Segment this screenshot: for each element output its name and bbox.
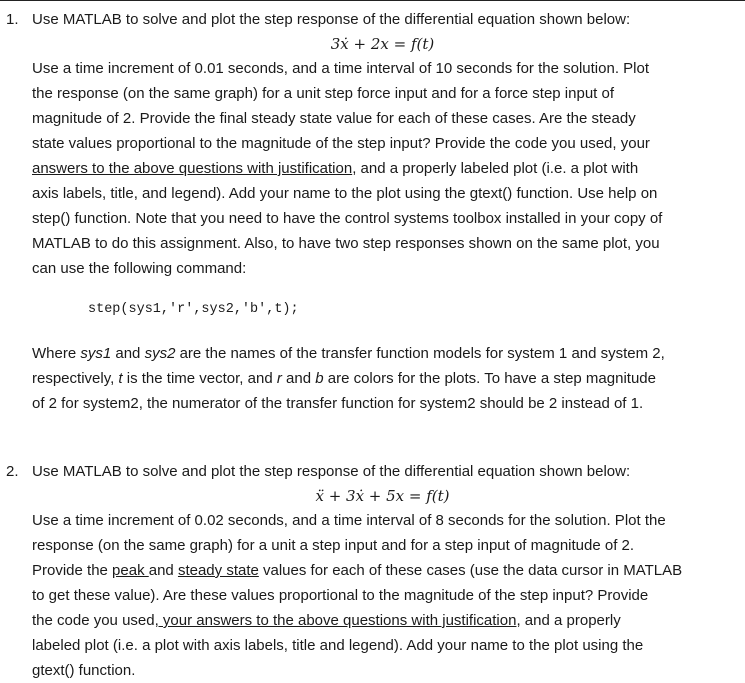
underlined-text: steady state	[177, 562, 259, 579]
text-line: labeled plot (i.e. a plot with axis labels, title and legend). Add your name to the plot using the	[32, 637, 644, 654]
differential-equation: ẍ + 3ẋ + 5x = f(t)	[315, 487, 450, 505]
text-line: state values proportional to the magnitude of the step input? Provide the code you used, your	[32, 135, 650, 152]
underlined-text: answers to the above questions with justification	[32, 160, 353, 177]
text-line: Use a time increment of 0.01 seconds, and a time interval of 10 seconds for the solution. Plot	[32, 60, 649, 77]
text-line: step() function. Note that you need to have the control systems toolbox installed in your copy of	[32, 210, 663, 227]
differential-equation: 3ẋ + 2x = f(t)	[330, 35, 435, 53]
question-number: 2.	[6, 463, 19, 480]
question-body	[32, 7, 733, 416]
text-line: magnitude of 2. Provide the final steady state value for each of these cases. Are the steady	[32, 110, 636, 127]
code-snippet: step(sys1,'r',sys2,'b',t);	[88, 302, 299, 317]
text-line: MATLAB to do this assignment. Also, to have two step responses shown on the same plot, you	[32, 235, 660, 252]
text-line: Provide the peak and steady state values for each of these cases (use the data cursor in MATLAB	[32, 562, 683, 579]
text-line: of 2 for system2, the numerator of the transfer function for system2 should be 2 instead of 1.	[32, 395, 644, 412]
underlined-text: , your answers to the above questions with justification	[154, 612, 517, 629]
text-line: answers to the above questions with justification, and a properly labeled plot (i.e. a plot with	[32, 160, 639, 177]
underlined-text: peak	[112, 562, 149, 579]
text-line: Where sys1 and sys2 are the names of the transfer function models for system 1 and system 2,	[32, 345, 665, 362]
text-line: axis labels, title, and legend). Add your name to the plot using the gtext() function. Use help on	[32, 185, 658, 202]
question-body	[32, 459, 733, 683]
text-line: can use the following command:	[32, 260, 247, 277]
question-number: 1.	[6, 11, 19, 28]
question-intro: Use MATLAB to solve and plot the step response of the differential equation shown below:	[32, 463, 631, 480]
text-line: response (on the same graph) for a unit a step input and for a step input of magnitude of 2.	[32, 537, 635, 554]
text-line: the response (on the same graph) for a unit step force input and for a force step input of	[32, 85, 615, 102]
text-line: Use a time increment of 0.02 seconds, and a time interval of 8 seconds for the solution. Plot the	[32, 512, 666, 529]
text-line: respectively, t is the time vector, and r and b are colors for the plots. To have a step magnitude	[32, 370, 656, 387]
text-line: the code you used, your answers to the above questions with justification, and a properly	[32, 612, 621, 629]
text-line: gtext() function.	[32, 662, 136, 679]
text-line: to get these value). Are these values proportional to the magnitude of the step input? Provide	[32, 587, 649, 604]
question-intro: Use MATLAB to solve and plot the step response of the differential equation shown below:	[32, 11, 631, 28]
